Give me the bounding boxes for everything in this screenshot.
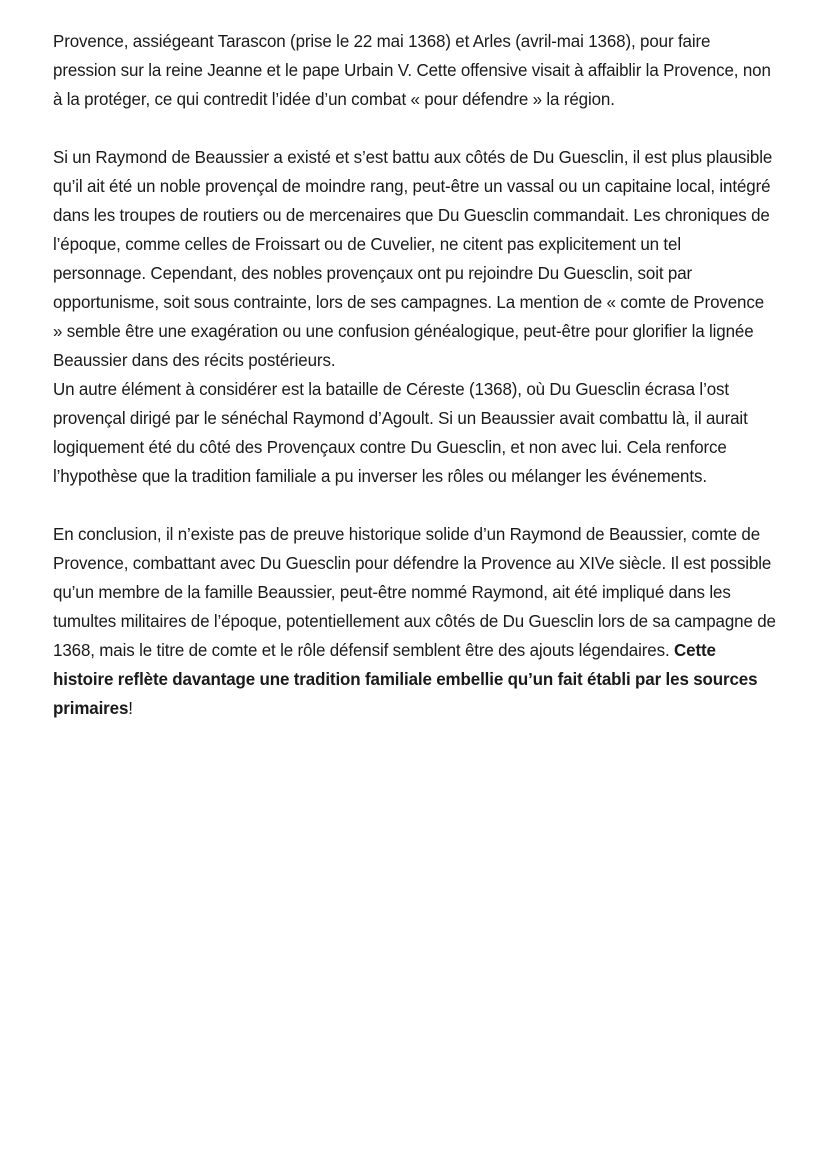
conclusion-bold-emphasis: Cette histoire reflète davantage une tradition familiale embellie qu’un fait établi par les sources primaires bbox=[53, 640, 758, 718]
paragraph-conclusion bbox=[53, 520, 776, 723]
conclusion-trailing-punctuation: ! bbox=[128, 698, 133, 718]
paragraph-raymond-beaussier-hypothesis: Si un Raymond de Beaussier a existé et s’est battu aux côtés de Du Guesclin, il est plus plausible qu’il ait été un noble provençal de moindre rang, peut-être un vassal ou un capitaine local, intégré dans les troupes de routiers ou de mercenaires que Du Guesclin commandait. Les chroniques de l’époque, comme celles de Froissart ou de Cuvelier, ne citent pas explicitement un tel personnage. Cependant, des nobles provençaux ont pu rejoindre Du Guesclin, soit par opportunisme, soit sous contrainte, lors de ses campagnes. La mention de « comte de Provence » semble être une exagération ou une confusion généalogique, peut-être pour glorifier la lignée Beaussier dans des récits postérieurs. bbox=[53, 147, 773, 370]
paragraph-bataille-de-cereste: Un autre élément à considérer est la bataille de Céreste (1368), où Du Guesclin écrasa l’ost provençal dirigé par le sénéchal Raymond d’Agoult. Si un Beaussier avait combattu là, il aurait logiquement été du côté des Provençaux contre Du Guesclin, et non avec lui. Cela renforce l’hypothèse que la tradition familiale a pu inverser les rôles ou mélanger les événements. bbox=[53, 379, 748, 486]
text-column bbox=[53, 27, 777, 723]
conclusion-regular-text: En conclusion, il n’existe pas de preuve historique solide d’un Raymond de Beaussier, comte de Provence, combattant avec Du Guesclin pour défendre la Provence au XIVe siècle. Il est possible qu’un membre de la famille Beaussier, peut-être nommé Raymond, ait été impliqué dans les tumultes militaires de l’époque, potentiellement aux côtés de Du Guesclin lors de sa campagne de 1368, mais le titre de comte et le rôle défensif semblent être des ajouts légendaires. bbox=[53, 524, 776, 660]
paragraph-provence-offensive: Provence, assiégeant Tarascon (prise le 22 mai 1368) et Arles (avril-mai 1368), pour faire pression sur la reine Jeanne et le pape Urbain V. Cette offensive visait à affaiblir la Provence, non à la protéger, ce qui contredit l’idée d’un combat « pour défendre » la région. bbox=[53, 31, 771, 109]
